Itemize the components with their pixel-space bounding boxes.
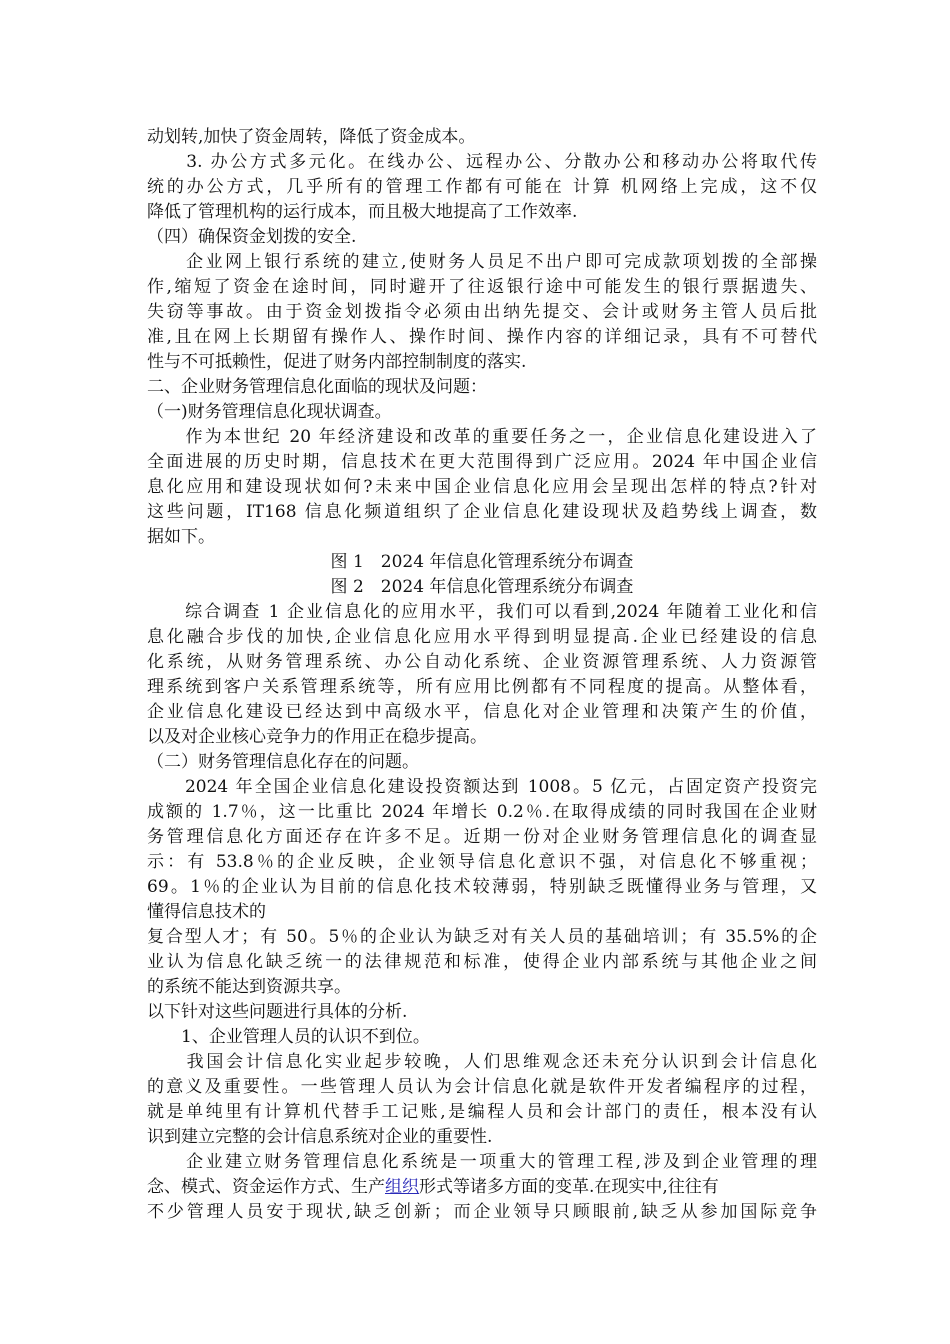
paragraph-line: 以下针对这些问题进行具体的分析.: [147, 1002, 408, 1022]
paragraph-line: 据如下。: [147, 527, 215, 547]
paragraph-line: 企业网上银行系统的建立,使财务人员足不出户即可完成款项划拨的全部操: [147, 252, 817, 272]
paragraph-line: 我国会计信息化实业起步较晚，人们思维观念还未充分认识到会计信息化: [147, 1052, 817, 1072]
paragraph-line: 复合型人才；有 50。5％的企业认为缺乏对有关人员的基础培训；有 35.5%的企: [147, 927, 817, 947]
paragraph-line: 企业信息化建设已经达到中高级水平，信息化对企业管理和决策产生的价值，: [147, 702, 817, 722]
paragraph-line: 就是单纯里有计算机代替手工记账,是编程人员和会计部门的责任，根本没有认: [147, 1102, 817, 1122]
organization-link[interactable]: 组织: [385, 1177, 419, 1197]
section-heading: （二）财务管理信息化存在的问题。: [147, 752, 419, 772]
paragraph-line: 失窃等事故。由于资金划拨指令必须由出纳先提交、会计或财务主管人员后批: [147, 302, 817, 322]
paragraph-line: 成额的 1.7％，这一比重比 2024 年增长 0.2％.在取得成绩的同时我国在企业财: [147, 802, 817, 822]
paragraph-line: 综合调查 1 企业信息化的应用水平，我们可以看到,2024 年随着工业化和信: [147, 602, 817, 622]
paragraph-line: 准,且在网上长期留有操作人、操作时间、操作内容的详细记录，具有不可替代: [147, 327, 817, 347]
paragraph-line: [147, 1174, 817, 1200]
section-heading: （一)财务管理信息化现状调查。: [147, 402, 392, 422]
paragraph-line: 降低了管理机构的运行成本，而且极大地提高了工作效率.: [147, 202, 578, 222]
paragraph-line: 作为本世纪 20 年经济建设和改革的重要任务之一，企业信息化建设进入了: [147, 427, 817, 447]
paragraph-line: 性与不可抵赖性，促进了财务内部控制制度的落实.: [147, 352, 527, 372]
line-text: 念、模式、资金运作方式、生产: [147, 1177, 385, 1197]
paragraph-line: 的意义及重要性。一些管理人员认为会计信息化就是软件开发者编程序的过程，: [147, 1077, 817, 1097]
paragraph-line: 息化融合步伐的加快,企业信息化应用水平得到明显提高.企业已经建设的信息: [147, 627, 817, 647]
paragraph-line: 理系统到客户关系管理系统等，所有应用比例都有不同程度的提高。从整体看，: [147, 677, 817, 697]
line-text: 形式等诸多方面的变革.在现实中,往往有: [419, 1177, 719, 1197]
paragraph-line: 3. 办公方式多元化。在线办公、远程办公、分散办公和移动办公将取代传: [147, 152, 817, 172]
paragraph-line: 以及对企业核心竞争力的作用正在稳步提高。: [147, 727, 487, 747]
paragraph-line: 示：有 53.8％的企业反映，企业领导信息化意识不强，对信息化不够重视；: [147, 852, 817, 872]
figure-caption: 图 2 2024 年信息化管理系统分布调查: [330, 577, 634, 597]
section-heading: 二、企业财务管理信息化面临的现状及问题：: [147, 377, 487, 397]
paragraph-line: 这些问题，IT168 信息化频道组织了企业信息化建设现状及趋势线上调查，数: [147, 502, 817, 522]
paragraph-line: 企业建立财务管理信息化系统是一项重大的管理工程,涉及到企业管理的理: [147, 1152, 817, 1172]
paragraph-line: 69。1％的企业认为目前的信息化技术较薄弱，特别缺乏既懂得业务与管理，又: [147, 877, 817, 897]
paragraph-line: 全面进展的历史时期，信息技术在更大范围得到广泛应用。2024 年中国企业信: [147, 452, 817, 472]
paragraph-line: 懂得信息技术的: [147, 902, 266, 922]
paragraph-line: 作,缩短了资金在途时间，同时避开了往返银行途中可能发生的银行票据遗失、: [147, 277, 817, 297]
paragraph-line: 不少管理人员安于现状,缺乏创新；而企业领导只顾眼前,缺乏从参加国际竞争: [147, 1202, 817, 1222]
paragraph-line: 业认为信息化缺乏统一的法律规范和标准，使得企业内部系统与其他企业之间: [147, 952, 817, 972]
paragraph-line: 识到建立完整的会计信息系统对企业的重要性.: [147, 1127, 493, 1147]
paragraph-line: 息化应用和建设现状如何?未来中国企业信息化应用会呈现出怎样的特点?针对: [147, 477, 817, 497]
paragraph-line: 务管理信息化方面还存在许多不足。近期一份对企业财务管理信息化的调查显: [147, 827, 817, 847]
figure-caption: 图 1 2024 年信息化管理系统分布调查: [330, 552, 634, 572]
section-heading: （四）确保资金划拨的安全.: [147, 227, 357, 247]
subsection-heading: 1、企业管理人员的认识不到位。: [147, 1027, 430, 1047]
paragraph-line: 2024 年全国企业信息化建设投资额达到 1008。5 亿元，占固定资产投资完: [147, 777, 817, 797]
paragraph-line: 化系统，从财务管理系统、办公自动化系统、企业资源管理系统、人力资源管: [147, 652, 817, 672]
paragraph-line: 统的办公方式，几乎所有的管理工作都有可能在 计算 机网络上完成，这不仅: [147, 177, 817, 197]
paragraph-line: 的系统不能达到资源共享。: [147, 977, 351, 997]
paragraph-line: 动划转,加快了资金周转，降低了资金成本。: [147, 127, 476, 147]
